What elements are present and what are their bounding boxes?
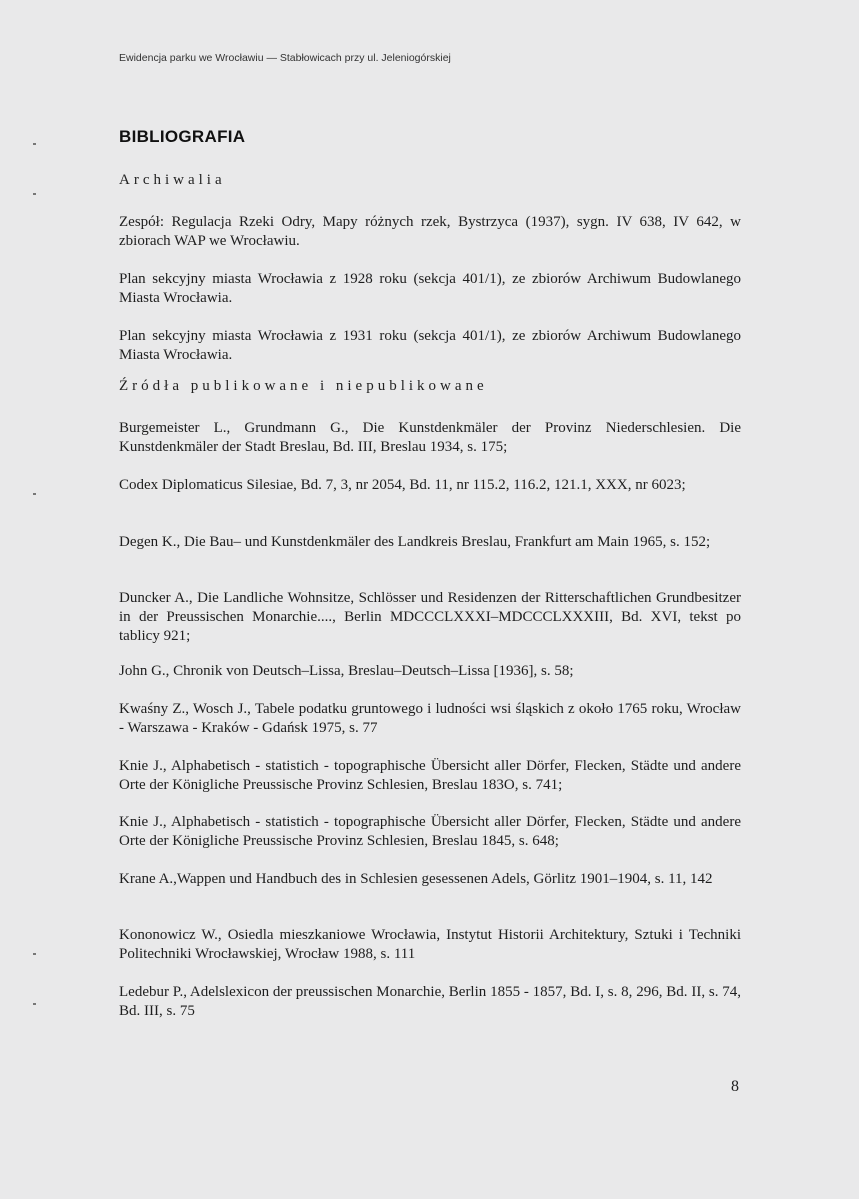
bibliography-entry: Degen K., Die Bau– und Kunstdenkmäler des Landkreis Breslau, Frankfurt am Main 1965, s. 152; [119,534,711,550]
bibliography-entry: Krane A.,Wappen und Handbuch des in Schlesien gesessenen Adels, Görlitz 1901–1904, s. 11, 142 [119,871,713,887]
bibliography-entry: Burgemeister L., Grundmann G., Die Kunstdenkmäler der Provinz Niederschlesien. Die Kunstdenkmäler der Stadt Breslau, Bd. III, Breslau 1934, s. 175; [119,420,741,455]
running-header: Ewidencja parku we Wrocławiu — Stabłowicach przy ul. Jeleniogórskiej [119,52,451,64]
scan-speck [33,193,36,195]
page-number: 8 [731,1078,739,1095]
bibliography-entry: Plan sekcyjny miasta Wrocławia z 1931 roku (sekcja 401/1), ze zbiorów Archiwum Budowlanego Miasta Wrocławia. [119,328,741,363]
section-heading-archiwalia: Archiwalia [119,172,226,188]
bibliography-entry: Zespół: Regulacja Rzeki Odry, Mapy różnych rzek, Bystrzyca (1937), sygn. IV 638, IV 642, w zbiorach WAP we Wrocławiu. [119,214,741,249]
bibliography-entry: Knie J., Alphabetisch - statistich - topographische Übersicht aller Dörfer, Flecken, Städte und andere Orte der Königliche Preussische Provinz Schlesien, Breslau 1845, s. 648; [119,814,741,849]
scan-speck [33,1003,36,1005]
bibliography-entry: Knie J., Alphabetisch - statistich - topographische Übersicht aller Dörfer, Flecken, Städte und andere Orte der Königliche Preussische Provinz Schlesien, Breslau 183O, s. 741; [119,758,741,793]
bibliography-entry: Codex Diplomaticus Silesiae, Bd. 7, 3, nr 2054, Bd. 11, nr 115.2, 116.2, 121.1, XXX, nr 6023; [119,477,686,493]
bibliography-entry: Duncker A., Die Landliche Wohnsitze, Schlösser und Residenzen der Ritterschaftlichen Grundbesitzer in der Preussischen Monarchie...., Berlin MDCCCLXXXI–MDCCCLXXXIII, Bd. XVI, tekst po tablicy 921; [119,590,741,644]
scan-speck [33,143,36,145]
page-title: BIBLIOGRAFIA [119,127,246,146]
section-heading-zrodla: Źródła publikowane i niepublikowane [119,378,488,394]
bibliography-entry: John G., Chronik von Deutsch–Lissa, Breslau–Deutsch–Lissa [1936], s. 58; [119,663,574,679]
bibliography-entry: Kwaśny Z., Wosch J., Tabele podatku gruntowego i ludności wsi śląskich z około 1765 roku, Wrocław - Warszawa - Kraków - Gdańsk 1975, s. 77 [119,701,741,736]
scan-speck [33,493,36,495]
bibliography-entry: Plan sekcyjny miasta Wrocławia z 1928 roku (sekcja 401/1), ze zbiorów Archiwum Budowlanego Miasta Wrocławia. [119,271,741,306]
scan-speck [33,953,36,955]
bibliography-entry: Ledebur P., Adelslexicon der preussischen Monarchie, Berlin 1855 - 1857, Bd. I, s. 8, 296, Bd. II, s. 74, Bd. III, s. 75 [119,984,741,1019]
bibliography-entry: Kononowicz W., Osiedla mieszkaniowe Wrocławia, Instytut Historii Architektury, Sztuki i Techniki Politechniki Wrocławskiej, Wrocław 1988, s. 111 [119,927,741,962]
